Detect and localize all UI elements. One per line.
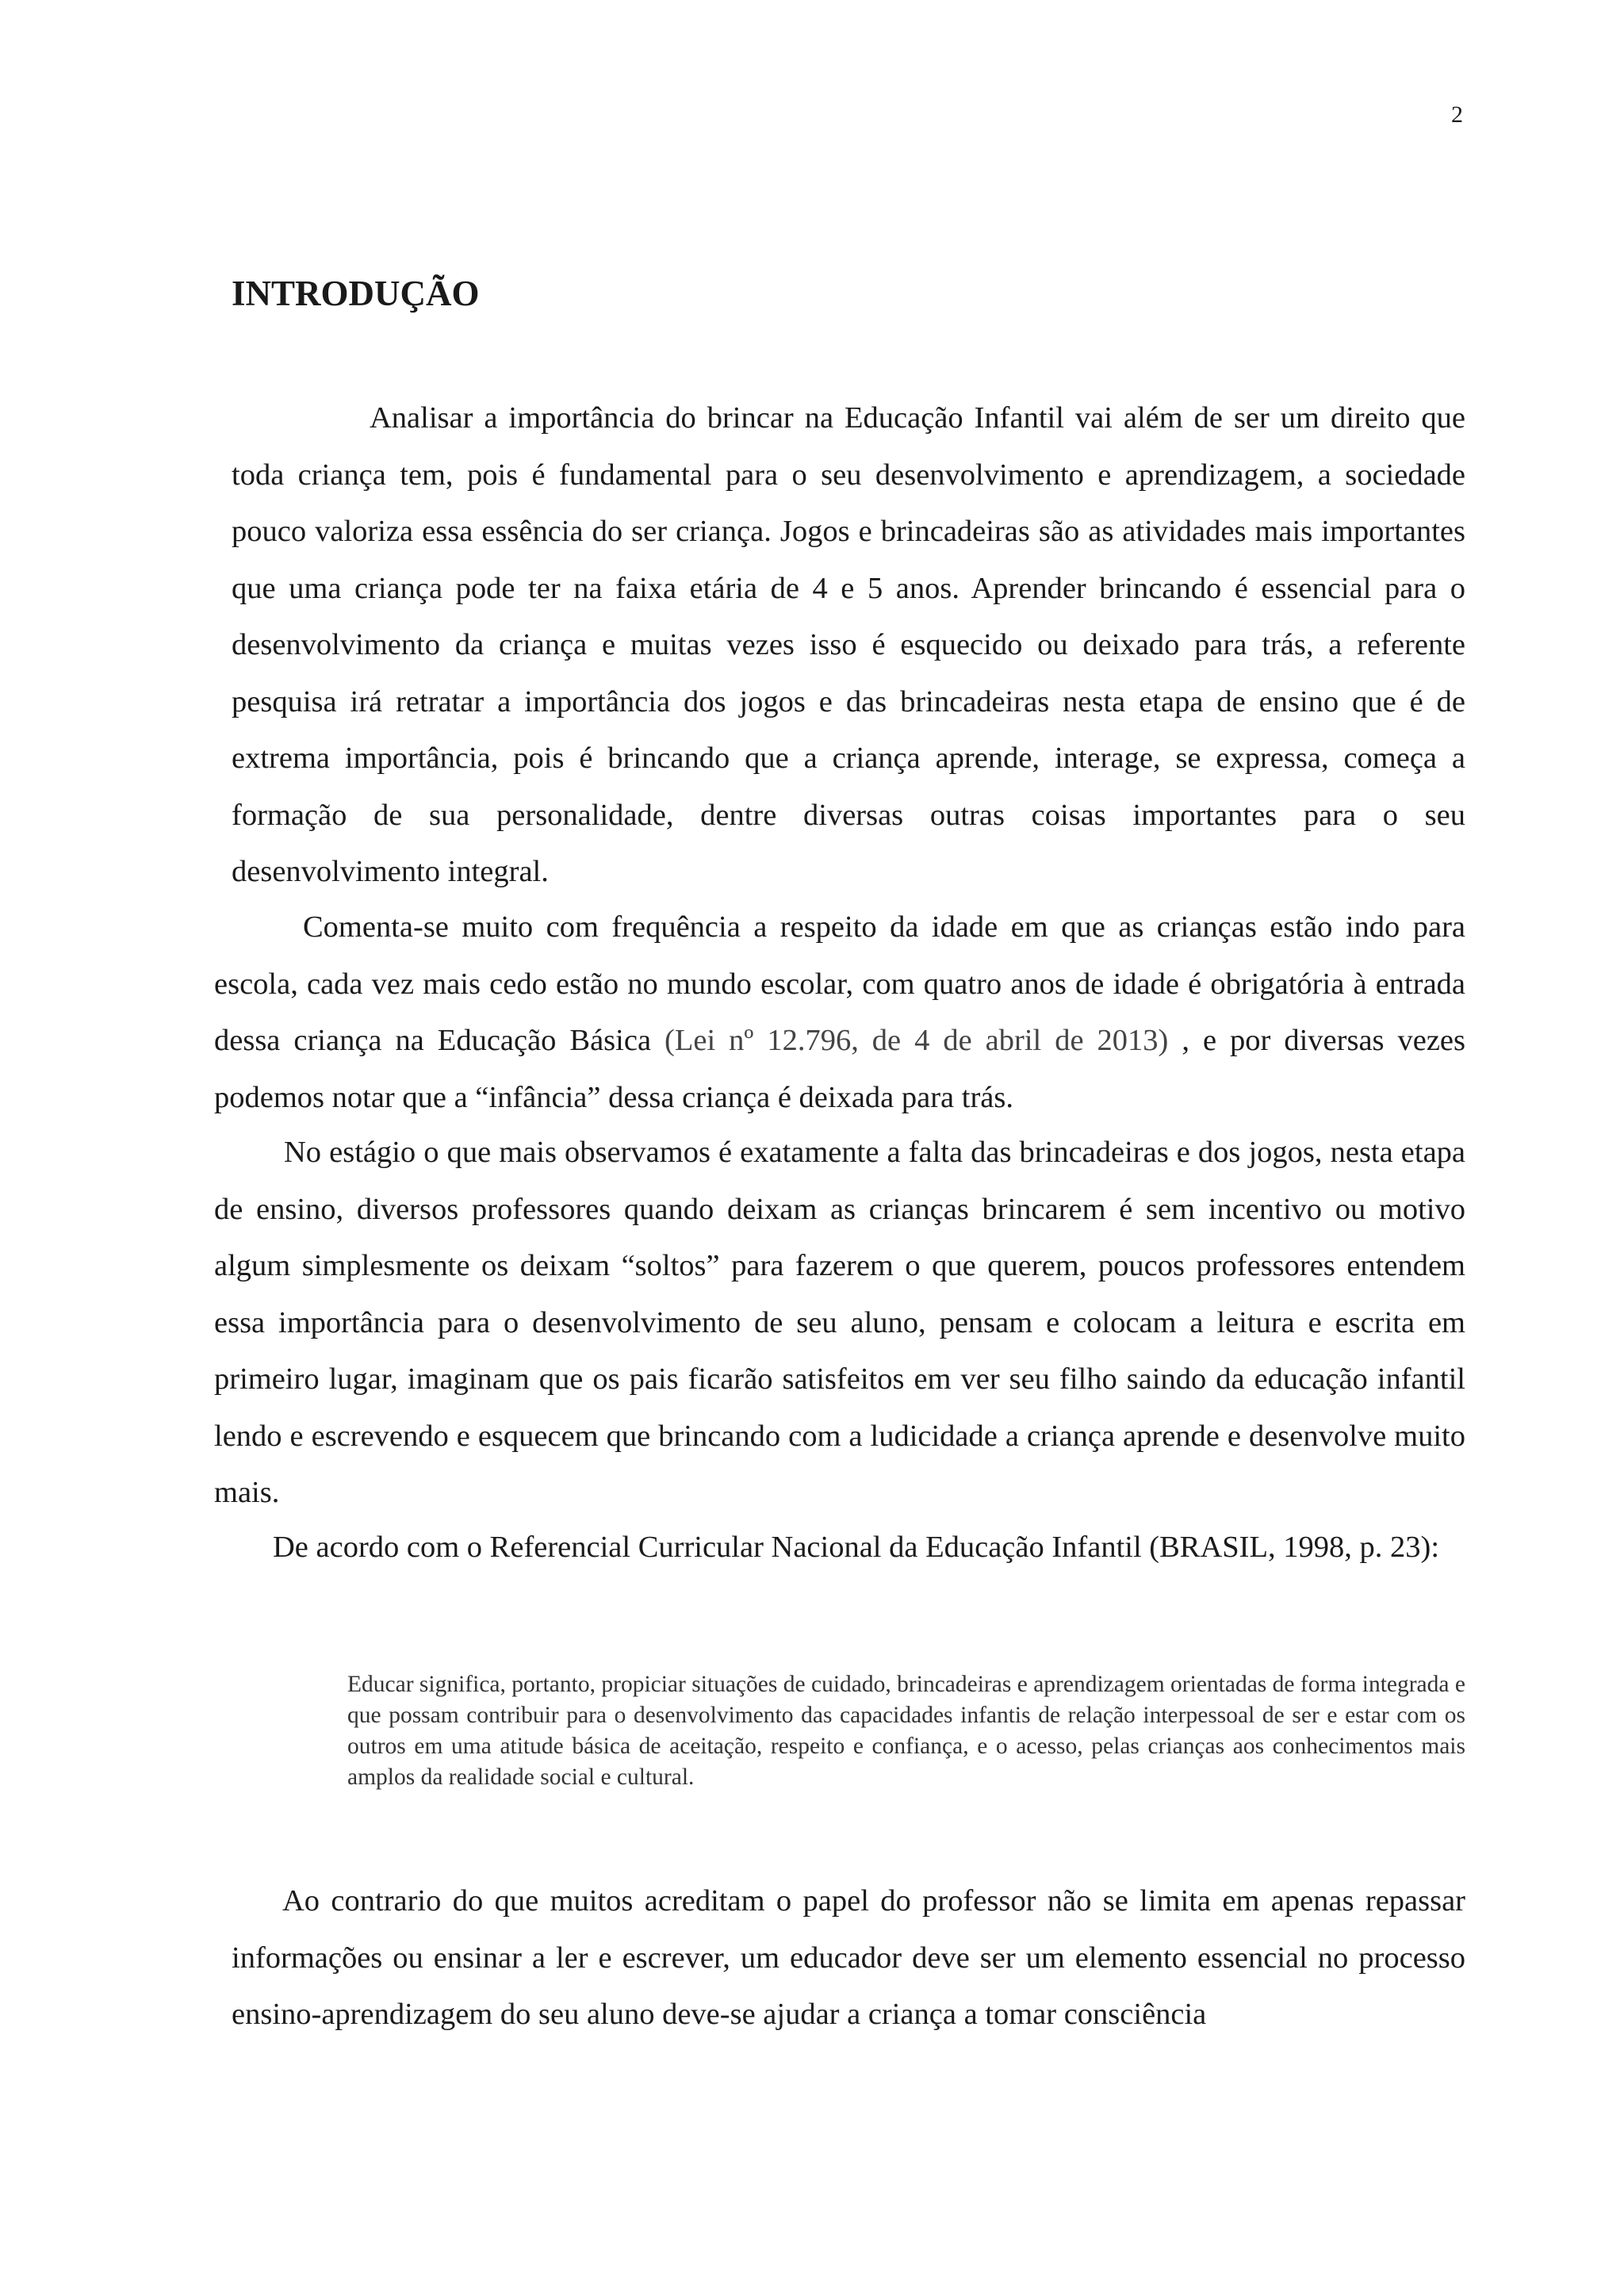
paragraph-teacher-role: Ao contrario do que muitos acreditam o papel do professor não se limita em apenas repassar informações ou ensinar a ler e escrever, um educador deve ser um elemento essencial no processo ensino-aprendizagem do seu aluno deve-se ajudar a criança a tomar consciência (232, 1884, 1465, 2031)
block-quote: Educar significa, portanto, propiciar situações de cuidado, brincadeiras e aprendizagem orientadas de forma integrada e que possam contribuir para o desenvolvimento das capacidades infantis de relação interpessoal de ser e estar com os outros em uma atitude básica de aceitação, respeito e confiança, e o acesso, pelas crianças aos conhecimentos mais amplos da realidade social e cultural. (347, 1672, 1465, 1790)
paragraph-intro: Analisar a importância do brincar na Educação Infantil vai além de ser um direito que toda criança tem, pois é fundamental para o seu desenvolvimento e aprendizagem, a sociedade pouco valoriza essa essência do ser criança. Jogos e brincadeiras são as atividades mais importantes que uma criança pode ter na faixa etária de 4 e 5 anos. Aprender brincando é essencial para o desenvolvimento da criança e muitas vezes isso é esquecido ou deixado para trás, a referente pesquisa irá retratar a importância dos jogos e das brincadeiras nesta etapa de ensino que é de extrema importância, pois é brincando que a criança aprende, interage, se expressa, começa a formação de sua personalidade, dentre diversas outras coisas importantes para o seu desenvolvimento integral. (232, 401, 1465, 888)
page-title: INTRODUÇÃO (232, 274, 480, 313)
paragraph-referencial: De acordo com o Referencial Curricular Nacional da Educação Infantil (BRASIL, 1998, p. 23): (273, 1531, 1440, 1564)
paragraph-school-age-start: Comenta-se muito com frequência a respeito da idade em que as crianças estão indo para escola, cada vez mais cedo estão no mundo escolar, com quatro anos de idade é obrigatória à entrada dessa criança na Educação Básica (214, 910, 1465, 1057)
paragraph-internship: No estágio o que mais observamos é exatamente a falta das brincadeiras e dos jogos, nesta etapa de ensino, diversos professores quando deixam as crianças brincarem é sem incentivo ou motivo algum simplesmente os deixam “soltos” para fazerem o que querem, poucos professores entendem essa importância para o desenvolvimento de seu aluno, pensam e colocam a leitura e escrita em primeiro lugar, imaginam que os pais ficarão satisfeitos em ver seu filho saindo da educação infantil lendo e escrevendo e esquecem que brincando com a ludicidade a criança aprende e desenvolve muito mais. (214, 1136, 1465, 1509)
page-number: 2 (1451, 102, 1463, 128)
paragraph-school-age-end: , e por diversas vezes podemos notar que a “infância” dessa criança é deixada para trás. (214, 1024, 1465, 1114)
law-citation: (Lei nº 12.796, de 4 de abril de 2013) (665, 1024, 1169, 1057)
paragraph-school-age (214, 899, 1465, 1126)
